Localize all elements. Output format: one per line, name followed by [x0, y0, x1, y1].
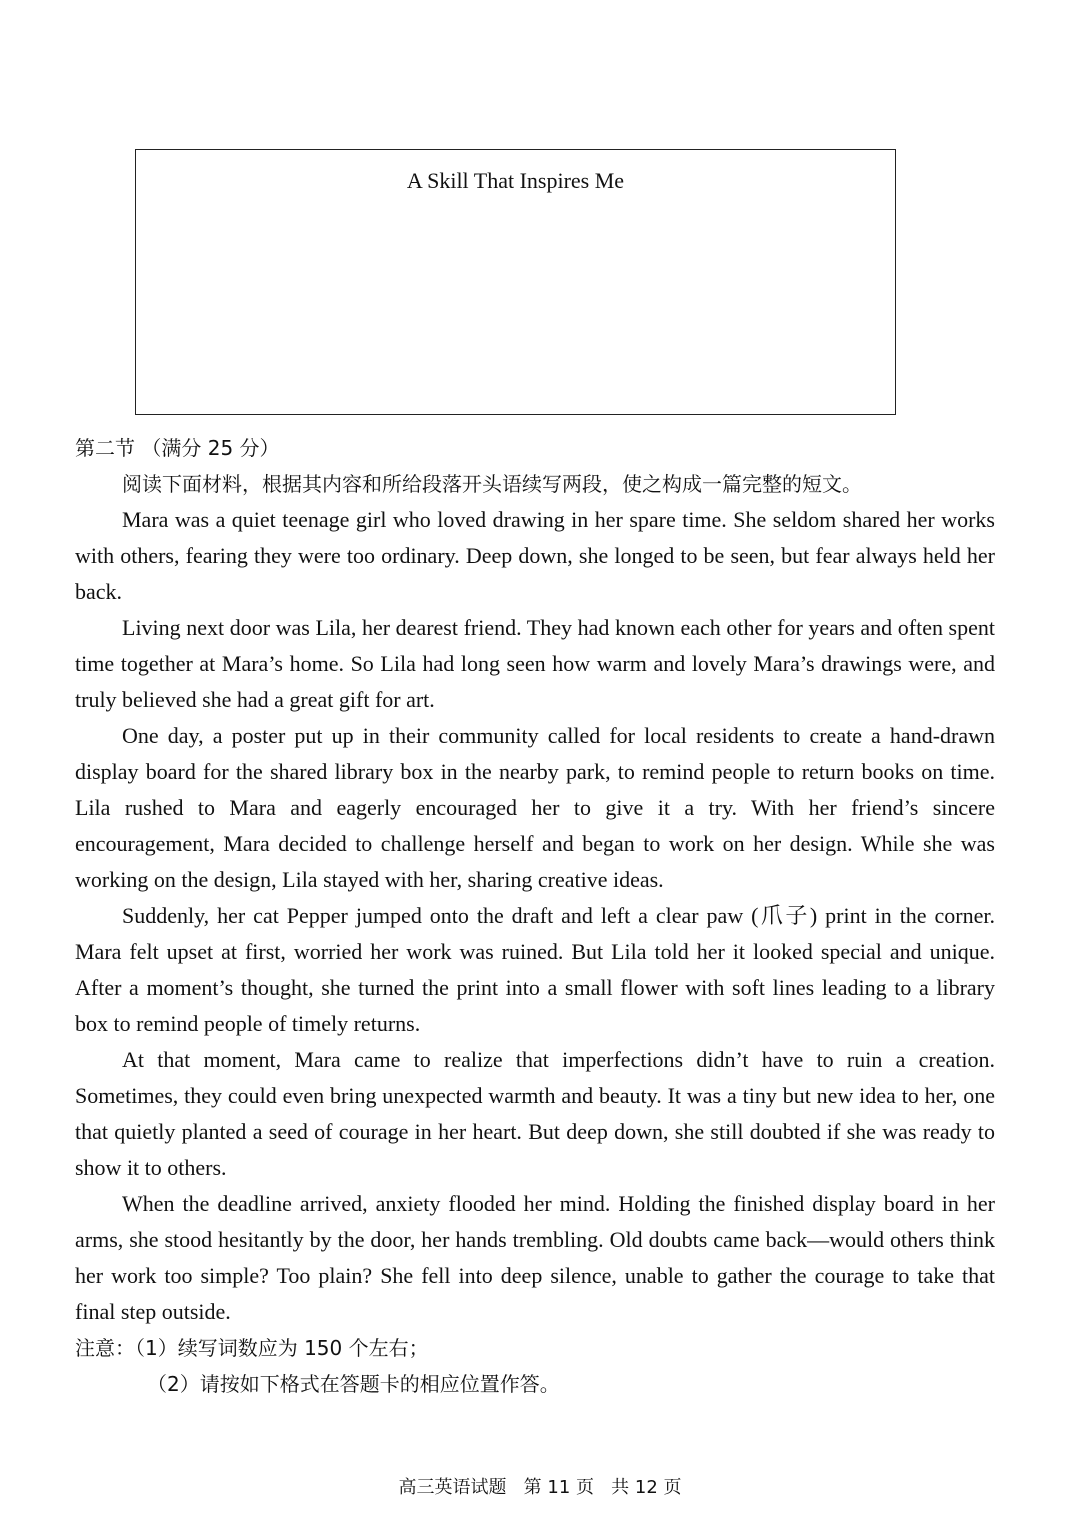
- story-paragraph-2: Living next door was Lila, her dearest friend. They had known each other for years and often spent time together at Mara’s home. So Lila had long seen how warm and lovely Mara’s drawings were, and truly believed she had a great gift for art.: [75, 615, 995, 712]
- note-line-1: 注意：（1）续写词数应为 150 个左右；: [75, 1336, 429, 1360]
- story-paragraph-5: At that moment, Mara came to realize that imperfections didn’t have to ruin a creation. Sometimes, they could even bring unexpected warmth and beauty. It was a tiny but new idea to her, one that quietly planted a seed of courage in her heart. But deep down, she still doubted if she was ready to show it to others.: [75, 1047, 995, 1180]
- story-paragraph-3: One day, a poster put up in their community called for local residents to create a hand-drawn display board for the shared library box in the nearby park, to remind people to return books on time. Lila rushed to Mara and eagerly encouraged her to give it a try. With her friend’s sincere encouragement, Mara decided to challenge herself and began to work on her design. While she was working on the design, Lila stayed with her, sharing creative ideas.: [75, 723, 995, 892]
- story-paragraph-1: Mara was a quiet teenage girl who loved drawing in her spare time. She seldom shared her works with others, fearing they were too ordinary. Deep down, she longed to be seen, but fear always held her back.: [75, 507, 995, 604]
- writing-topic-title: A Skill That Inspires Me: [406, 168, 625, 193]
- notes-block: [75, 1330, 995, 1402]
- note-line-2: （2）请按如下格式在答题卡的相应位置作答。: [147, 1372, 560, 1396]
- story-paragraph-6: When the deadline arrived, anxiety flooded her mind. Holding the finished display board in her arms, she stood hesitantly by the door, her hands trembling. Old doubts came back—would others think her work too simple? Too plain? She fell into deep silence, unable to gather the courage to take that final step outside.: [75, 1191, 995, 1324]
- writing-topic-box: [135, 149, 896, 415]
- main-content: [75, 430, 995, 1402]
- page-footer: 高三英语试题 第 11 页 共 12 页: [398, 1477, 682, 1498]
- section-heading: 第二节 （满分 25 分）: [75, 436, 280, 460]
- story-paragraph-4: Suddenly, her cat Pepper jumped onto the draft and left a clear paw (爪子) print in the corner. Mara felt upset at first, worried her work was ruined. But Lila told her it looked special and unique. After a moment’s thought, she turned the print into a small flower with soft lines leading to a library box to remind people of timely returns.: [75, 903, 995, 1036]
- section-instruction: 阅读下面材料，根据其内容和所给段落开头语续写两段，使之构成一篇完整的短文。: [122, 472, 862, 496]
